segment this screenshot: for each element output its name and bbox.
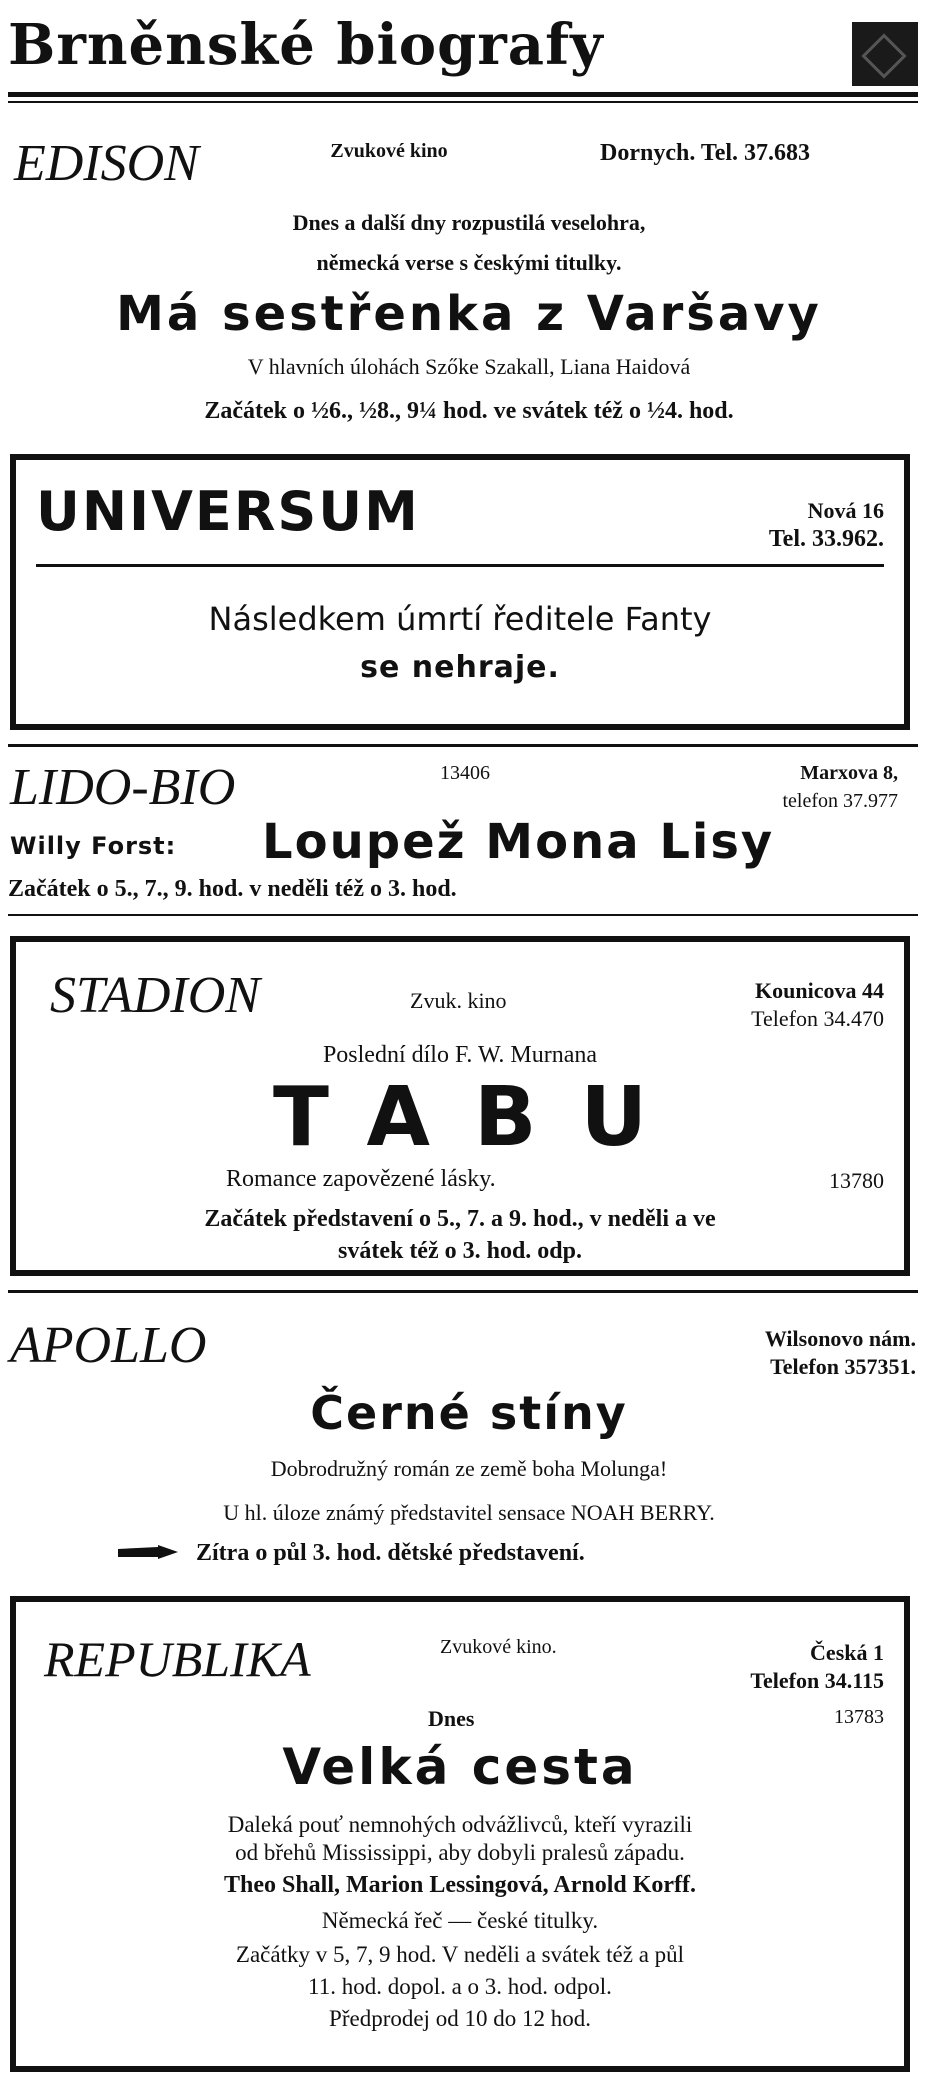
ad-line: Romance zapovězené lásky. [226,1166,496,1192]
cinema-phone: telefon 37.977 [782,790,898,812]
film-title: Loupež Mona Lisy [262,814,775,870]
cinema-phone: Telefon 34.470 [751,1006,884,1031]
logo-icon [852,22,918,86]
ad-line: Dobrodružný román ze země boha Molunga! [270,1456,668,1481]
film-title: Má sestřenka z Varšavy [116,286,822,342]
page-title: Brněnské biografy [8,12,604,78]
ad-code: 13780 [829,1168,884,1193]
ad-line: Zítra o půl 3. hod. dětské představení. [196,1540,585,1566]
showtimes: 11. hod. dopol. a o 3. hod. odpol. [308,1974,612,1999]
showtimes: Začátek představení o 5., 7. a 9. hod., v neděli a ve [204,1206,716,1232]
ad-line: německá verse s českými titulky. [316,250,622,275]
ad-universum [10,454,910,730]
cinema-address: Wilsonovo nám. [764,1326,916,1351]
star-name: Willy Forst: [10,832,177,860]
film-title: Velká cesta [282,1738,638,1796]
cinema-name: STADION [50,967,260,1024]
ad-code: 13406 [440,762,490,784]
showtimes: Začátek o 5., 7., 9. hod. v neděli též o 3. hod. [8,876,457,902]
ad-line: od břehů Mississippi, aby dobyli pralesů západu. [235,1840,685,1865]
cinema-phone: Telefon 357351. [770,1354,916,1379]
ad-stadion [10,936,910,1276]
ad-code: 13783 [834,1706,884,1728]
cinema-name: EDISON [14,135,199,192]
cinema-name: REPUBLIKA [44,1631,311,1687]
divider [8,914,918,916]
ad-line: Německá řeč — české titulky. [321,1908,599,1933]
film-title: TABU [272,1070,692,1165]
cinema-address: Nová 16 [807,498,884,523]
ad-line: U hl. úloze známý představitel sensace NOAH BERRY. [223,1500,715,1525]
cinema-address: Dornych. Tel. 37.683 [600,140,811,166]
ad-line: Daleká pouť nemnohých odvážlivců, kteří vyrazili [227,1812,693,1837]
cinema-address: Česká 1 [810,1640,884,1665]
showtimes: Začátky v 5, 7, 9 hod. V neděli a svátek též a půl [235,1942,685,1967]
cinema-phone: Telefon 34.115 [750,1668,884,1693]
divider [8,101,918,103]
notice-line: Následkem úmrtí ředitele Fanty [208,600,712,638]
cast-line: V hlavních úlohách Szőke Szakall, Liana Haidová [247,354,691,379]
cinema-phone: Tel. 33.962. [768,526,884,552]
pointing-hand-icon [118,1544,180,1562]
divider [36,564,884,567]
ad-line: Dnes a další dny rozpustilá veselohra, [292,210,646,235]
showtimes: Začátek o ½6., ½8., 9¼ hod. ve svátek též o ½4. hod. [204,398,734,424]
cinema-kind: Zvuk. kino [410,988,507,1013]
ad-republika [10,1596,910,2072]
cast-line: Theo Shall, Marion Lessingová, Arnold Korff. [223,1872,697,1898]
film-title: Černé stíny [310,1386,628,1440]
divider [8,744,918,747]
cinema-address: Marxova 8, [800,762,898,784]
notice-line: se nehraje. [360,650,560,685]
divider [8,1290,918,1293]
presale: Předprodej od 10 do 12 hod. [329,2006,591,2031]
cinema-kind: Zvukové kino. [440,1636,557,1658]
cinema-kind: Zvukové kino [330,140,448,162]
cinema-address: Kounicova 44 [755,978,884,1003]
showtimes: svátek též o 3. hod. odp. [337,1238,583,1264]
divider [8,92,918,97]
ad-line: Poslední dílo F. W. Murnana [322,1042,598,1068]
cinema-name: UNIVERSUM [36,480,420,543]
ad-line: Dnes [428,1706,475,1731]
cinema-name: APOLLO [10,1317,207,1374]
cinema-name: LIDO-BIO [10,759,236,816]
